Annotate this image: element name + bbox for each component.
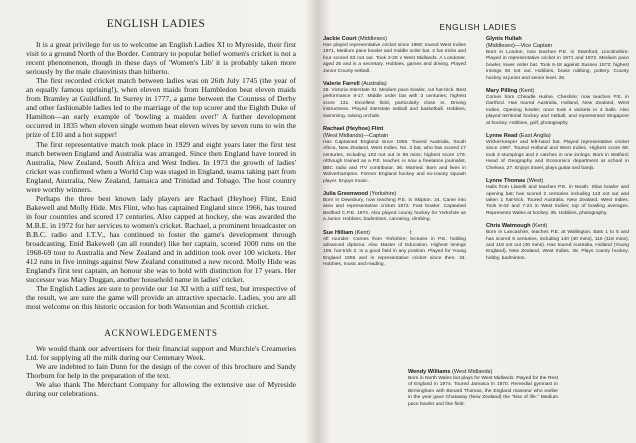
article-paragraph: The English Ladies are sure to provide our 1st XI with a stiff test, but irrespective of the result, we are sure the game will provide an attractive spectacle. Ladies, you are all most welcome on this historic occasion for both Watsonian and Scottish cricket. bbox=[26, 284, 296, 312]
player-county: (Middlesex) bbox=[358, 36, 388, 42]
ack-paragraph: We are indebted to Iain Dunn for the design of the cover of this brochure and Sandy Thorburn for help in the preparation of the text. bbox=[26, 362, 296, 381]
player-bio: Has played representative cricket since 1969; toured West Indies 1971, Medium pace bowler and middle order bat. 2 fun tricks and four scored 83 not out. Took 2-26 v West Midlands. A Londoner, aged 25 and is a secretary. Hobbies, games and driving. Played Junior County netball. bbox=[323, 43, 466, 74]
player-county: (Middlesex)—Vice Captain bbox=[486, 43, 553, 49]
player-county: (West Midlands)—Captain bbox=[323, 133, 389, 140]
player-entry bbox=[486, 133, 629, 172]
player-bio: Born in North Wales but plays for West Midlands. Played for the Rest of England in 1974. Toured Jamaica in 1970. Remedial gymnast in Birmingham with Benard Thomas, the England masseur who earlier in the year gave Chataway (New Zealand) the "kiss of life." Medium pace bowler and fine field. bbox=[408, 376, 558, 407]
acknowledgements-text bbox=[26, 344, 296, 398]
team-heading: ENGLISH LADIES bbox=[439, 22, 517, 32]
player-entry bbox=[486, 178, 629, 217]
player-bio: 28. Victoria Interstate XI. Medium pace bowler, cut hat-trick. Best performance 8-17. Middle order bat with 3 centuries; highest score 131. Excellent field, particularly close in. Driving instructress. Played interstate netball and basketball. Hobbies, swimming, raising orchids. bbox=[323, 88, 466, 119]
player-name: Lynne Thomas bbox=[486, 178, 526, 185]
player-name: Mary Pilling bbox=[486, 88, 518, 95]
player-name: Sue Hilliam bbox=[323, 229, 354, 236]
page-title: ENGLISH LADIES bbox=[106, 18, 206, 30]
player-county: (West Midlands) bbox=[452, 369, 493, 375]
player-name: Wendy Williams bbox=[408, 369, 451, 375]
player-bio: Born in Dewsbury, now teaching P.E. in Skipton. 24. Came into area and representative cricket 1972. Fast bowler. Captained Bedford C.P.E. 1972. Also played county hockey for Yorkshire as a Junior. Hobbies, badminton, canoeing, climbing. bbox=[323, 197, 466, 223]
player-name: Julia Greenwood bbox=[323, 190, 369, 197]
player-entry bbox=[323, 126, 466, 185]
player-name: Chris Watmough bbox=[486, 223, 531, 230]
player-bio: Has Captained England since 1966. Toured Australia, South Africa, New Zealand, West Indies. No. 3 bat, who has scored 17 centuries, including 102 not out in 89 mins; highest score 179. Although trained as a P.E. teacher, is now a freelance journalist, BBC radio and ITV contributor, 36. Married. Born and lives in Wolverhampton. Former England hockey and ex-county squash player. Enjoys music. bbox=[323, 140, 466, 184]
article-paragraph: The first recorded cricket match between ladies was on 26th July 1745 (the year of an equally famous uprising!), when eleven maids from Hambledon beat eleven maids from Bramley at Guildford. In Surrey in 1777, a game between the Countess of Derby and other fashionable ladies led to the marriage of the top scorer and the Eighth Duke of Hamilton—an early example of 'bowling a maiden over!' A further development occurred in 1835 when eleven single women beat eleven wives by seven runs to win the prize of £10 and a hot supper! bbox=[26, 76, 296, 140]
player-entry bbox=[323, 230, 466, 269]
ack-paragraph: We would thank our advertisers for their financial support and Murchie's Creameries Ltd. for supplying all the milk during our Centenary Week. bbox=[26, 344, 296, 363]
player-entry bbox=[486, 223, 629, 262]
player-county: (Kent) bbox=[518, 88, 535, 95]
player-entry bbox=[486, 36, 629, 82]
player-county: (Kent) bbox=[354, 229, 370, 236]
player-county: (West) bbox=[526, 178, 544, 185]
player-column-right bbox=[486, 36, 629, 268]
article-paragraph: It is a great privilege for us to welcome an English Ladies XI to Myreside, their first visit to a ground North of the Border. Contrary to popular belief women's cricket is not a recent phenomenon, though in these days of 'Women's Lib' it is probably taken more seriously by the male chauvinists than hitherto. bbox=[26, 40, 296, 77]
left-page bbox=[0, 0, 312, 443]
player-entry bbox=[323, 36, 466, 75]
ack-paragraph: We also thank The Merchant Company for allowing the extensive use of Myreside during our celebrations. bbox=[26, 380, 296, 399]
player-bio: Born in Lancashire, teaches P.E. at Wallington. Bats 1 to 5 and has scored 5 centuries, including 140 (40 mins), 115 (118 mins), and 118 not out (40 mins). Has toured Australia, Holland (Young England), New Zealand, West Indies. 28. Plays county hockey; hobby, badminton. bbox=[486, 230, 629, 261]
history-article bbox=[26, 40, 296, 311]
margin-mark: t bbox=[409, 229, 412, 236]
right-page bbox=[320, 0, 636, 443]
player-county: (Australia) bbox=[361, 81, 387, 88]
article-paragraph: The first representative match took place in 1929 and eight years later the first test match between England and Australia was arranged. Since then England have toured in Australia, New Zealand, South Africa and West Indies. In 1973 the growth of ladies' cricket was confirmed when a World Cup was staged in England, teams taking part from England, Australia, New Zealand, Jamaica and Trinidad and Tobago. The host country were worthy winners. bbox=[26, 139, 296, 194]
player-county: (East Anglia) bbox=[519, 133, 551, 140]
player-bio: Hails from Llanelli and teaches P.E. in Neath. Slow bowler and opening bat; has scored 2 centuries including 113 not out and taken 1 hat-trick. Toured Australia, New Zealand, West Indies. Took 6-42 and 7-24 in West Indies; top of bowling averages. Represents Wales at hockey. 35. Hobbies, photography. bbox=[486, 185, 629, 216]
player-name: Valerie Farrell bbox=[323, 81, 360, 88]
player-column-left bbox=[323, 36, 466, 275]
player-bio: Wicket-keeper and left-hand bat. Played representative cricket since 1967. Toured Holland and West Indies. Highest score 69; took 3 stumpings and 2 catches in one innings. Born in Watford; Head of Geography and Economics department at school in Chelsea. 27. Enjoys travel, plays guitar and banjo. bbox=[486, 140, 629, 171]
player-bio: Born in London, now teaches P.E. in Stamford, Lincolnshire. Played in representative cricket in 1971 and 1972. Medium pace bowler, lower order bat. Took 6-18 against Sussex 1972; highest innings 50 not out. Hobbies, brass rubbing, pottery. County hockey at junior and senior level. 26. bbox=[486, 50, 629, 81]
player-entry bbox=[323, 81, 466, 120]
player-bio: All rounder. Comes from Yorkshire; lectures in P.E. holding advanced diploma. Also Master of Education. Highest innings 106, hat-trick 2. Is a good field in any position. Played for Young England 1966 and in representative cricket since then. 34. Hobbies, music and reading. bbox=[323, 236, 466, 268]
player-name: Jackie Court bbox=[323, 36, 357, 42]
article-paragraph: Perhaps the three best known lady players are Rachael (Heyhoe) Flint, Enid Bakewell and Molly Hide. Mrs Flint, who has captained England since 1966, has toured in four countries and scored 17 centuries. Also capped at hockey, she was awarded the M.B.E. in 1972 for her services to women's cricket. Rachael, a prominent broadcaster on B.B.C. radio and I.T.V., has continued to foster the game's development through broadcasting. Enid Bakewell (an all rounder) like her captain, scored 1000 runs on the 1968-69 tour to Australia and New Zealand and in addition took over 100 wickets. Her 412 runs in five innings against New Zealand constituted a new record. Molly Hide was England's first test captain, an honour she was to hold with distinction for 17 years. Her successor was Mary Duggan, another household name in ladies' cricket. bbox=[26, 193, 296, 285]
player-name: Lynne Read bbox=[486, 133, 518, 140]
player-name: Glynis Hullah bbox=[486, 36, 522, 42]
player-entry-bottom bbox=[408, 369, 558, 408]
player-bio: Comes from Cheadle Hulme, Cheshire; now teaches P.E. in Dartford. Has toured Australia, Holland, New Zealand, West Indies. Opening bowler; once took 4 wickets in 4 balls. Also played territorial hockey and netball, and represented Singapore at hockey. Hobbies, golf, photography. bbox=[486, 95, 629, 126]
player-entry bbox=[486, 88, 629, 127]
player-entry bbox=[323, 191, 466, 224]
player-county: (Yorkshire) bbox=[369, 190, 397, 197]
acknowledgements-heading: ACKNOWLEDGEMENTS bbox=[104, 328, 218, 338]
player-name: Rachael (Heyhoe) Flint bbox=[323, 126, 384, 133]
player-county: (Kent) bbox=[532, 223, 548, 230]
